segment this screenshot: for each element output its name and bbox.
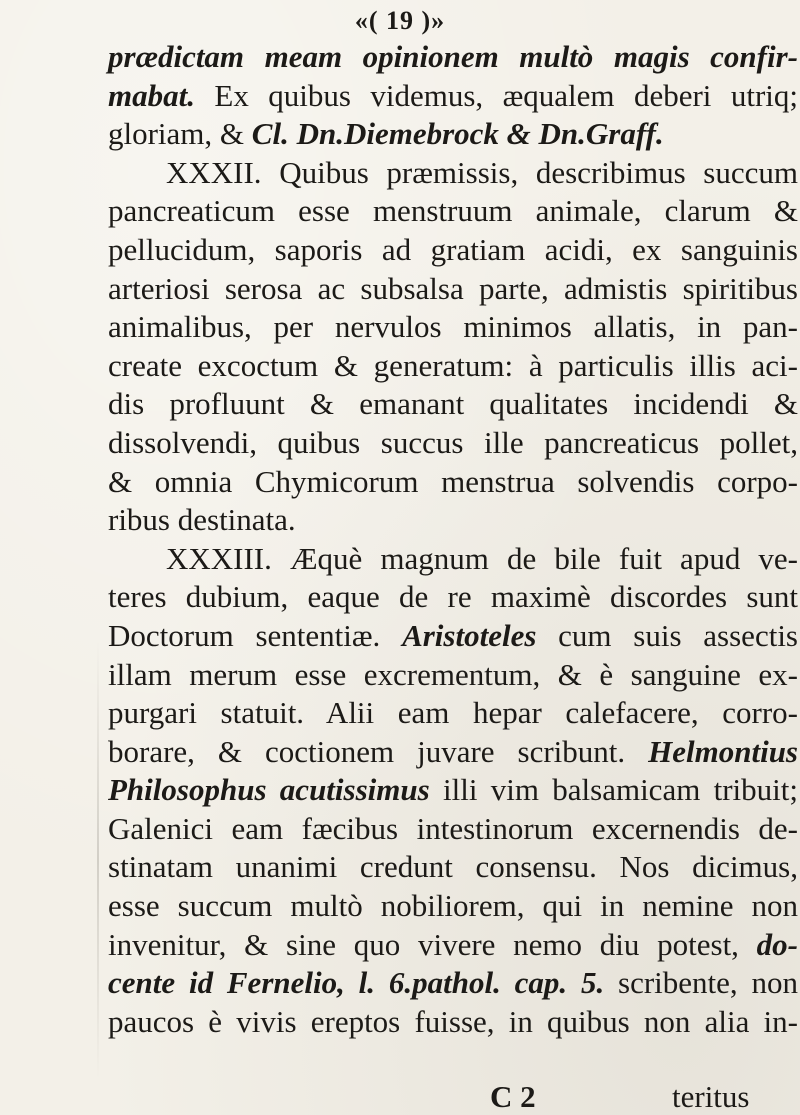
text-line-rest: scribente, non bbox=[604, 965, 798, 1001]
text-line-start: & omnia Chymicorum menstrua solvendis corpo- bbox=[108, 463, 798, 499]
text-line bbox=[108, 501, 798, 540]
text-line bbox=[108, 192, 798, 231]
text-line bbox=[108, 964, 798, 1003]
catchword: teritus bbox=[672, 1079, 750, 1114]
text-line-rest: cum suis assectis bbox=[536, 617, 798, 653]
text-line-start: invenitur, & sine quo vivere nemo diu potest, bbox=[108, 926, 757, 962]
text-line-start: purgari statuit. Alii eam hepar calefacere, corro- bbox=[108, 695, 798, 731]
text-line-start: XXXII. Quibus præmissis, describimus succum bbox=[166, 154, 798, 190]
text-line-italic: do- bbox=[756, 926, 798, 962]
text-line-start: XXXIII. Æquè magnum de bile fuit apud ve- bbox=[166, 540, 798, 576]
text-line-start: Doctorum sententiæ. bbox=[108, 617, 403, 653]
text-line bbox=[108, 424, 798, 463]
gutter-shadow bbox=[97, 640, 99, 1080]
text-line-start: create excoctum & generatum: à particulis illis aci- bbox=[108, 347, 798, 383]
text-line bbox=[108, 771, 798, 810]
text-line bbox=[108, 656, 798, 695]
text-line bbox=[108, 926, 798, 965]
text-line bbox=[108, 694, 798, 733]
signature-mark: C 2 bbox=[490, 1079, 536, 1114]
text-line bbox=[108, 38, 798, 77]
text-line bbox=[108, 617, 798, 656]
text-line-italic: mabat. bbox=[108, 77, 195, 113]
page-footer bbox=[0, 1080, 800, 1114]
text-line bbox=[108, 887, 798, 926]
text-line-start: arteriosi serosa ac subsalsa parte, admistis spiritibus bbox=[108, 270, 798, 306]
text-line bbox=[108, 77, 798, 116]
text-line-italic: Helmontius bbox=[648, 733, 798, 769]
text-line-italic: prædictam meam opinionem multò magis confir- bbox=[108, 39, 798, 74]
text-line bbox=[108, 810, 798, 849]
section-start-line bbox=[108, 154, 798, 193]
body-text bbox=[108, 38, 798, 1041]
text-line-start: borare, & coctionem juvare scribunt. bbox=[108, 733, 649, 769]
text-line-start: pellucidum, saporis ad gratiam acidi, ex sanguinis bbox=[108, 231, 798, 267]
text-line-italic: Cl. Dn.Diemebrock & Dn.Graff. bbox=[251, 116, 664, 152]
text-line bbox=[108, 115, 798, 154]
text-line-start: dis profluunt & emanant qualitates incidendi & bbox=[108, 386, 798, 422]
text-line-start: gloriam, & bbox=[108, 116, 252, 152]
text-line-start: paucos è vivis ereptos fuisse, in quibus non alia in- bbox=[108, 1003, 798, 1039]
text-line-rest: Ex quibus videmus, æqualem deberi utriq; bbox=[194, 77, 798, 113]
text-line bbox=[108, 578, 798, 617]
text-line-italic: cente id Fernelio, l. 6.pathol. cap. 5. bbox=[108, 965, 605, 1001]
text-line-start: esse succum multò nobiliorem, qui in nemine non bbox=[108, 888, 798, 924]
text-line bbox=[108, 308, 798, 347]
text-line bbox=[108, 385, 798, 424]
text-line-start: ribus destinata. bbox=[108, 502, 296, 538]
text-line bbox=[108, 347, 798, 386]
text-line bbox=[108, 463, 798, 502]
text-line bbox=[108, 270, 798, 309]
text-line bbox=[108, 848, 798, 887]
text-line-start: animalibus, per nervulos minimos allatis, in pan- bbox=[108, 309, 798, 345]
section-start-line bbox=[108, 540, 798, 579]
text-line bbox=[108, 231, 798, 270]
text-line-start: Galenici eam fæcibus intestinorum excernendis de- bbox=[108, 810, 798, 846]
page-number-header: «( 19 )» bbox=[354, 6, 446, 35]
text-line-start: teres dubium, eaque de re maximè discordes sunt bbox=[108, 579, 798, 615]
text-line-start: stinatam unanimi credunt consensu. Nos dicimus, bbox=[108, 849, 798, 885]
text-line-start: dissolvendi, quibus succus ille pancreaticus pollet, bbox=[108, 424, 798, 460]
text-line-start: pancreaticum esse menstruum animale, clarum & bbox=[108, 193, 798, 229]
text-line-italic: Aristoteles bbox=[402, 617, 537, 653]
text-line-rest: illi vim balsamicam tribuit; bbox=[429, 772, 798, 808]
text-line-start: illam merum esse excrementum, & è sanguine ex- bbox=[108, 656, 798, 692]
text-line bbox=[108, 733, 798, 772]
text-line-italic: Philosophus acutissimus bbox=[108, 772, 430, 808]
text-line bbox=[108, 1003, 798, 1042]
